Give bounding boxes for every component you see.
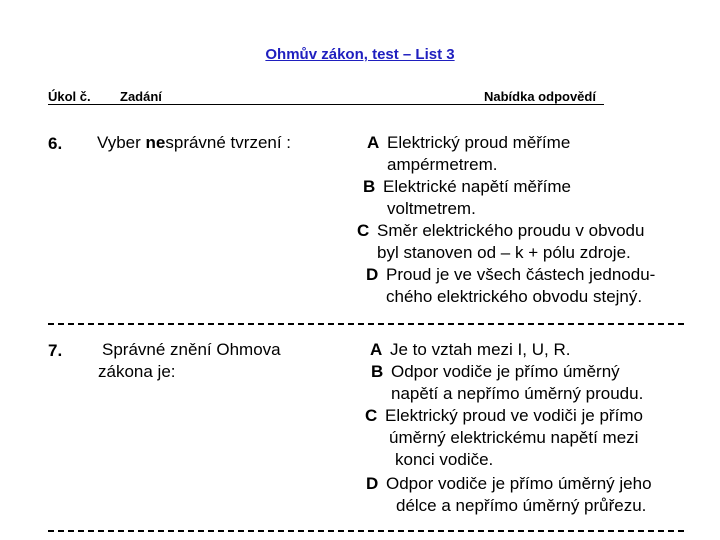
question-7-option-c — [365, 405, 643, 471]
option-text-line1: Směr elektrického proudu v obvodu — [377, 221, 645, 240]
question-6-prompt — [97, 132, 291, 154]
question-7-prompt — [98, 339, 281, 383]
option-text-line2: voltmetrem. — [387, 199, 476, 218]
option-text-line1: Elektrické napětí měříme — [383, 177, 572, 196]
header-underline — [48, 104, 604, 105]
option-text-line1: Elektrický proud ve vodiči je přímo — [385, 406, 643, 425]
question-6-option-b — [363, 176, 571, 220]
question-6-number: 6. — [48, 134, 63, 153]
option-text-line2: úměrný elektrickému napětí mezi — [389, 428, 639, 447]
option-text-line2: napětí a nepřímo úměrný proudu. — [391, 384, 644, 403]
option-text-line2: byl stanoven od – k + pólu zdroje. — [377, 243, 631, 262]
question-7-option-a — [370, 339, 570, 361]
separator-dashed-line-bottom — [48, 530, 684, 532]
option-letter: B — [363, 177, 376, 196]
option-text-line1: Proud je ve všech částech jednodu- — [386, 265, 656, 284]
option-letter: A — [370, 340, 383, 359]
question-7-option-b — [371, 361, 643, 405]
question-7-option-d — [366, 473, 652, 517]
option-text-line1: Je to vztah mezi I, U, R. — [390, 340, 571, 359]
option-text-line3: konci vodiče. — [395, 450, 494, 469]
option-text-line2: chého elektrického obvodu stejný. — [386, 287, 643, 306]
option-letter: A — [367, 133, 380, 152]
option-text-line2: délce a nepřímo úměrný průřezu. — [396, 496, 647, 515]
separator-dashed-line — [48, 323, 684, 325]
question-6-option-a — [367, 132, 570, 176]
question-7-prompt-line2: zákona je: — [98, 362, 176, 381]
question-7-prompt-line1: Správné znění Ohmova — [102, 340, 281, 359]
option-text-line1: Odpor vodiče je přímo úměrný — [391, 362, 620, 381]
option-text-line1: Elektrický proud měříme — [387, 133, 571, 152]
option-letter: C — [357, 221, 370, 240]
question-6-prompt-pre: Vyber — [97, 133, 146, 152]
question-6-prompt-post: správné tvrzení : — [165, 133, 292, 152]
question-6-option-c — [357, 220, 644, 264]
question-6-option-d — [366, 264, 655, 308]
header-answers: Nabídka odpovědí — [484, 89, 596, 104]
option-text-line1: Odpor vodiče je přímo úměrný jeho — [386, 474, 652, 493]
option-letter: B — [371, 362, 384, 381]
option-letter: D — [366, 474, 379, 493]
question-6-prompt-bold: ne — [145, 133, 166, 152]
option-text-line2: ampérmetrem. — [387, 155, 498, 174]
header-task-number: Úkol č. — [48, 89, 91, 104]
question-7-number: 7. — [48, 341, 63, 360]
header-assignment: Zadání — [120, 89, 162, 104]
option-letter: D — [366, 265, 379, 284]
option-letter: C — [365, 406, 378, 425]
page-title: Ohmův zákon, test – List 3 — [265, 46, 455, 63]
